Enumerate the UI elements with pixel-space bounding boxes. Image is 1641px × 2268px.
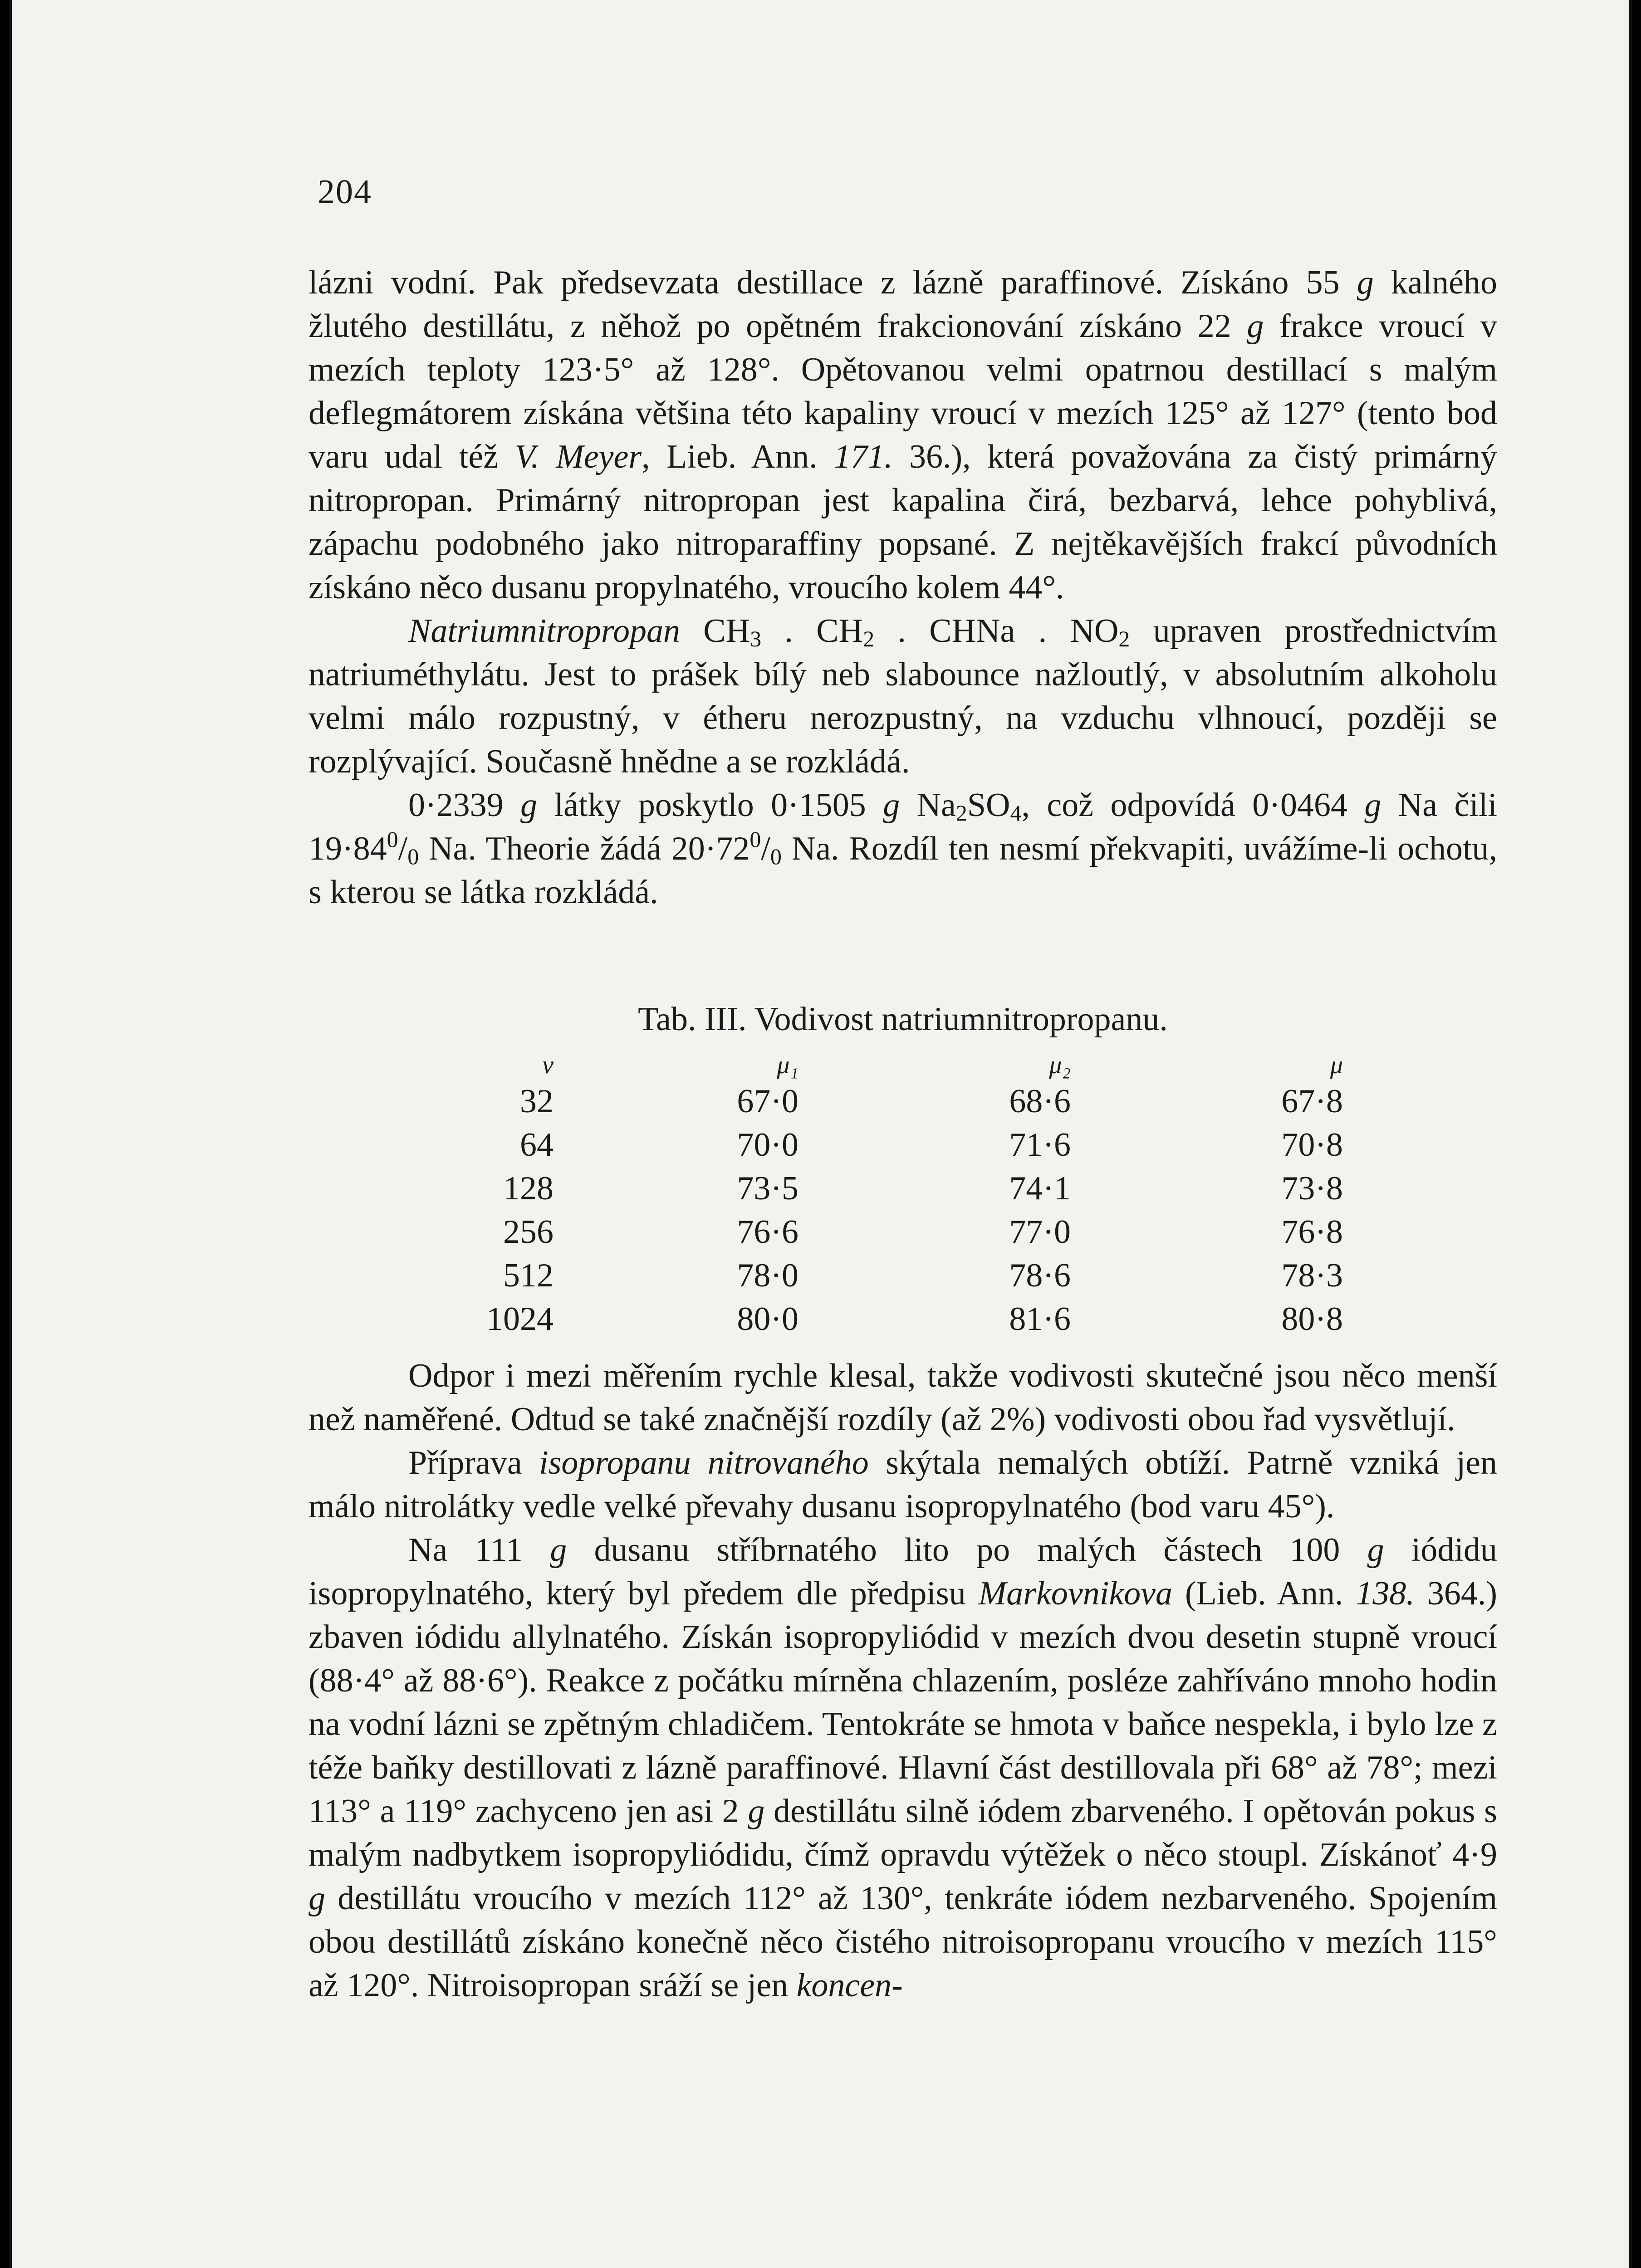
cell-mu: 76·8	[1281, 1213, 1343, 1251]
header-v: v	[542, 1051, 554, 1079]
cell-mu1: 73·5	[737, 1169, 798, 1207]
paragraph-resistance: Odpor i mezi měřením rychle klesal, takže vodivosti skutečné jsou něco menší než naměřené. Odtud se také značnější rozdíly (až 2%) vodivosti obou řad vysvětlují.	[309, 1357, 1497, 1438]
cell-mu1: 67·0	[737, 1082, 798, 1120]
cell-mu: 70·8	[1281, 1126, 1343, 1163]
paragraph-preparation: Na 111 g dusanu stříbrnatého lito po malých částech 100 g iódidu isopropylnatého, který byl předem dle předpisu Markovnikova (Lieb. Ann. 138. 364.) zbaven iódidu allylnatého. Získán isopropyliódid v mezích dvou desetin stupně vroucí (88·4° až 88·6°). Reakce z počátku mírněna chlazením, posléze zahříváno mnoho hodin na vodní lázni se zpětným chladičem. Tentokráte se hmota v baňce nespekla, i bylo lze z téže baňky destillovati z lázně paraffinové. Hlavní část destillovala při 68° až 78°; mezi 113° a 119° zachyceno jen asi 2 g destillátu silně iódem zbarveného. I opětován pokus s malým nadbytkem isopropyliódidu, čímž opravdu výtěžek o něco stoupl. Získánoť 4·9 g destillátu vroucího v mezích 112° až 130°, tenkráte iódem nezbarveného. Spojením obou destillátů získáno konečně něco čistého nitroisopropanu vroucího v mezích 115° až 120°. Nitroisopropan sráží se jen koncen-	[309, 1531, 1497, 2004]
cell-mu1: 70·0	[737, 1126, 798, 1163]
cell-mu1: 78·0	[737, 1256, 798, 1294]
page-edge-right	[1629, 0, 1632, 2268]
cell-mu1: 80·0	[737, 1300, 798, 1338]
conductivity-table	[454, 1048, 1343, 1341]
cell-mu: 67·8	[1281, 1082, 1343, 1120]
body-text-top	[309, 261, 1497, 914]
cell-mu2: 78·6	[1009, 1256, 1071, 1294]
paragraph-analysis: 0·2339 g látky poskytlo 0·1505 g $Na_2SO_4$, což odpovídá 0·0464 g Na čili $19\cdot 84^0/_0$ Na. Theorie žádá $20\cdot 72^0/_0$ Na. Rozdíl ten nesmí překvapiti, uvážíme-li ochotu, s kterou se látka rozkládá.	[309, 787, 1498, 911]
cell-mu2: 81·6	[1009, 1300, 1071, 1338]
cell-v: 64	[520, 1126, 554, 1163]
cell-v: 512	[503, 1256, 554, 1294]
cell-mu2: 68·6	[1009, 1082, 1071, 1120]
cell-v: 128	[503, 1169, 554, 1207]
table-row	[454, 1210, 1343, 1254]
page-edge-left	[9, 0, 12, 2268]
table-row	[454, 1167, 1343, 1210]
cell-v: 1024	[486, 1300, 554, 1338]
table-row	[454, 1080, 1343, 1123]
table-caption: Tab. III. Vodivost natriumnitropropanu.	[638, 1001, 1168, 1038]
cell-mu1: 76·6	[737, 1213, 798, 1251]
cell-mu2: 71·6	[1009, 1126, 1071, 1163]
cell-mu2: 74·1	[1009, 1169, 1071, 1207]
paragraph-1: lázni vodní. Pak předsevzata destillace z lázně paraffinové. Získáno 55 g kalného žlutého destillátu, z něhož po opětném frakcionování získáno 22 g frakce vroucí v mezích teploty 123·5° až 128°. Opětovanou velmi opatrnou destillací s malým deflegmátorem získána většina této kapaliny vroucí v mezích 125° až 127° (tento bod varu udal též V. Meyer, Lieb. Ann. 171. 36.), která považována za čistý primárný nitropropan. Primárný nitropropan jest kapalina čirá, bezbarvá, lehce pohyblivá, zápachu podobného jako nitroparaffiny popsané. Z nejtěkavějších frakcí původních získáno něco dusanu propylnatého, vroucího kolem 44°.	[309, 264, 1498, 606]
page-number: 204	[318, 173, 372, 211]
table-row	[454, 1297, 1343, 1341]
header-mu2: μ₂	[1049, 1051, 1071, 1079]
paragraph-isopropane: Příprava isopropanu nitrovaného skýtala nemalých obtíží. Patrně vzniká jen málo nitrolátky vedle velké převahy dusanu isopropylnatého (bod varu 45°).	[309, 1444, 1497, 1525]
paragraph-natriumnitropropan: Natriumnitropropan $CH_3$ . $CH_2$ . CHNa . $NO_2$ upraven prostřednictvím natriuméthylátu. Jest to prášek bílý neb slabounce nažloutlý, v absolutním alkoholu velmi málo rozpustný, v étheru nerozpustný, na vzduchu vlhnoucí, později se rozplývající. Současně hnědne a se rozkládá.	[309, 612, 1497, 780]
header-mu: μ	[1330, 1051, 1343, 1079]
cell-mu: 73·8	[1281, 1169, 1343, 1207]
table-header-row	[454, 1048, 1343, 1080]
cell-v: 32	[520, 1082, 554, 1120]
cell-v: 256	[503, 1213, 554, 1251]
cell-mu2: 77·0	[1009, 1213, 1071, 1251]
table-row	[454, 1254, 1343, 1297]
cell-mu: 78·3	[1281, 1256, 1343, 1294]
cell-mu: 80·8	[1281, 1300, 1343, 1338]
header-mu1: μ₁	[777, 1051, 798, 1079]
table-row	[454, 1123, 1343, 1167]
body-text-bottom	[309, 1354, 1497, 2007]
